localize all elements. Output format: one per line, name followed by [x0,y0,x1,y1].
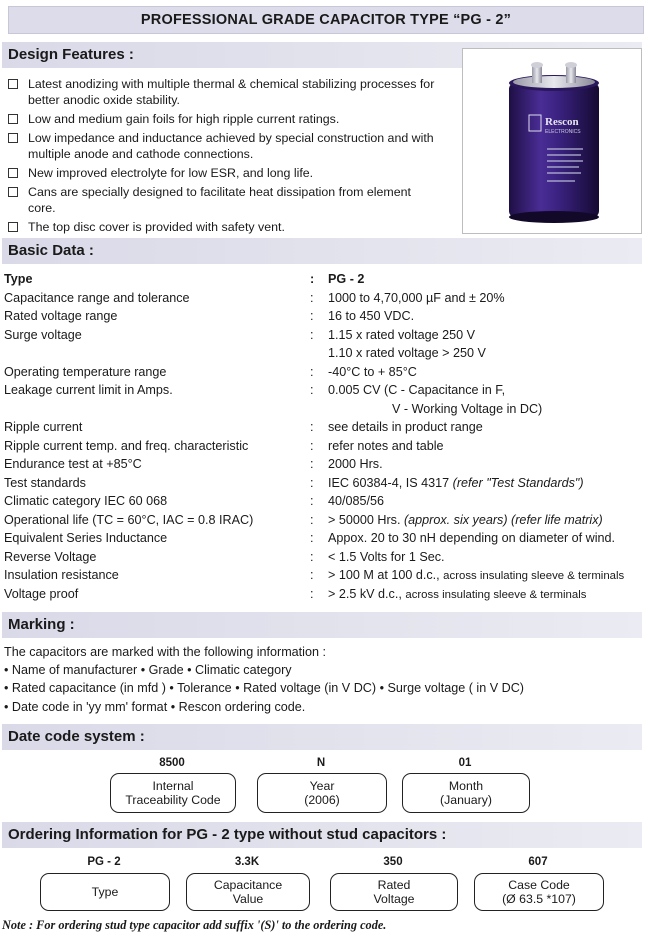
svg-text:Rescon: Rescon [545,116,579,128]
table-row: Equivalent Series Inductance : Appox. 20 to 30 nH depending on diameter of wind. [4,531,616,545]
capacitor-photo [462,48,642,234]
list-item: Low impedance and inductance achieved by special construction and with multiple anode and cathode connections. [0,130,440,162]
section-title-basic: Basic Data : [8,242,94,259]
checkbox-bullet-icon [8,79,18,89]
design-features-list [0,76,440,238]
table-row: Operational life (TC = 60°C, IAC = 0.8 IRAC) : > 50000 Hrs. (approx. six years) (refer life matrix) [4,512,603,527]
checkbox-bullet-icon [8,168,18,178]
ordering-box: Type [40,873,170,911]
ordering-box: Case Code (Ø 63.5 *107) [474,873,604,911]
table-row: Capacitance range and tolerance : 1000 to 4,70,000 µF and ± 20% [4,290,505,305]
section-header-ordering [2,822,642,848]
ordering-code: 3.3K [234,856,260,868]
checkbox-bullet-icon [8,187,18,197]
table-row: Type : PG - 2 [4,272,365,286]
datecode-box: Year (2006) [257,773,387,813]
capacitor-image [463,49,641,233]
table-row: Leakage current limit in Amps. : 0.005 CV (C - Capacitance in F, [4,383,506,397]
title-bar [8,6,644,34]
section-title-design: Design Features : [8,46,134,63]
basic-data-table [4,270,644,603]
section-header-datecode [2,724,642,750]
datecode-code: 8500 [159,757,185,769]
ordering-box: Capacitance Value [186,873,310,911]
page-title: PROFESSIONAL GRADE CAPACITOR TYPE “PG - 2” [140,12,512,28]
ordering-code: PG - 2 [87,856,121,868]
checkbox-bullet-icon [8,133,18,143]
svg-text:ELECTRONICS: ELECTRONICS [545,129,581,135]
table-row: Ripple current : see details in product range [4,420,483,434]
ordering-box: Rated Voltage [330,873,458,911]
table-row: Insulation resistance : > 100 M at 100 d.c., across insulating sleeve & terminals [4,568,625,582]
ordering-code: 350 [383,856,403,868]
checkbox-bullet-icon [8,222,18,232]
footnote: Note : For ordering stud type capacitor add suffix '(S)' to the ordering code. [2,918,387,932]
section-title-marking: Marking : [8,616,75,633]
datecode-box: Internal Traceability Code [110,773,236,813]
table-row: 1.10 x rated voltage > 250 V [328,346,486,360]
list-item: The top disc cover is provided with safety vent. [0,219,440,235]
section-title-datecode: Date code system : [8,728,145,745]
checkbox-bullet-icon [8,114,18,124]
table-row: Surge voltage : 1.15 x rated voltage 250 V [4,327,476,342]
table-row: Operating temperature range : -40°C to + 85°C [4,364,417,379]
datecode-code: N [316,757,326,769]
list-item: Latest anodizing with multiple thermal & chemical stabilizing processes for better anodic oxide stability. [0,76,440,108]
marking-line: • Rated capacitance (in mfd ) • Tolerance • Rated voltage (in V DC) • Surge voltage ( in V DC) [4,681,524,696]
datecode-box: Month (January) [402,773,530,813]
table-row: Reverse Voltage : < 1.5 Volts for 1 Sec. [4,549,445,564]
datecode-code: 01 [458,757,472,769]
section-title-ordering: Ordering Information for PG - 2 type without stud capacitors : [8,826,447,843]
ordering-code: 607 [528,856,548,868]
marking-text [4,643,644,716]
list-item: Cans are specially designed to facilitate heat dissipation from element core. [0,184,440,216]
table-row: Ripple current temp. and freq. characteristic : refer notes and table [4,438,444,453]
list-item: Low and medium gain foils for high ripple current ratings. [0,111,440,127]
section-header-basic [2,238,642,264]
table-row: Rated voltage range : 16 to 450 VDC. [4,309,415,323]
table-row: Voltage proof : > 2.5 kV d.c., across insulating sleeve & terminals [4,586,587,601]
marking-line: • Name of manufacturer • Grade • Climatic category [4,663,292,678]
section-header-marking [2,612,642,638]
table-row: V - Working Voltage in DC) [392,401,543,416]
table-row: Endurance test at +85°C : 2000 Hrs. [4,457,383,471]
table-row: Test standards : IEC 60384-4, IS 4317 (refer "Test Standards") [4,475,584,490]
marking-line: • Date code in 'yy mm' format • Rescon ordering code. [4,699,306,714]
table-row: Climatic category IEC 60 068 : 40/085/56 [4,494,385,508]
list-item: New improved electrolyte for low ESR, and long life. [0,165,440,181]
marking-intro: The capacitors are marked with the following information : [4,645,326,659]
